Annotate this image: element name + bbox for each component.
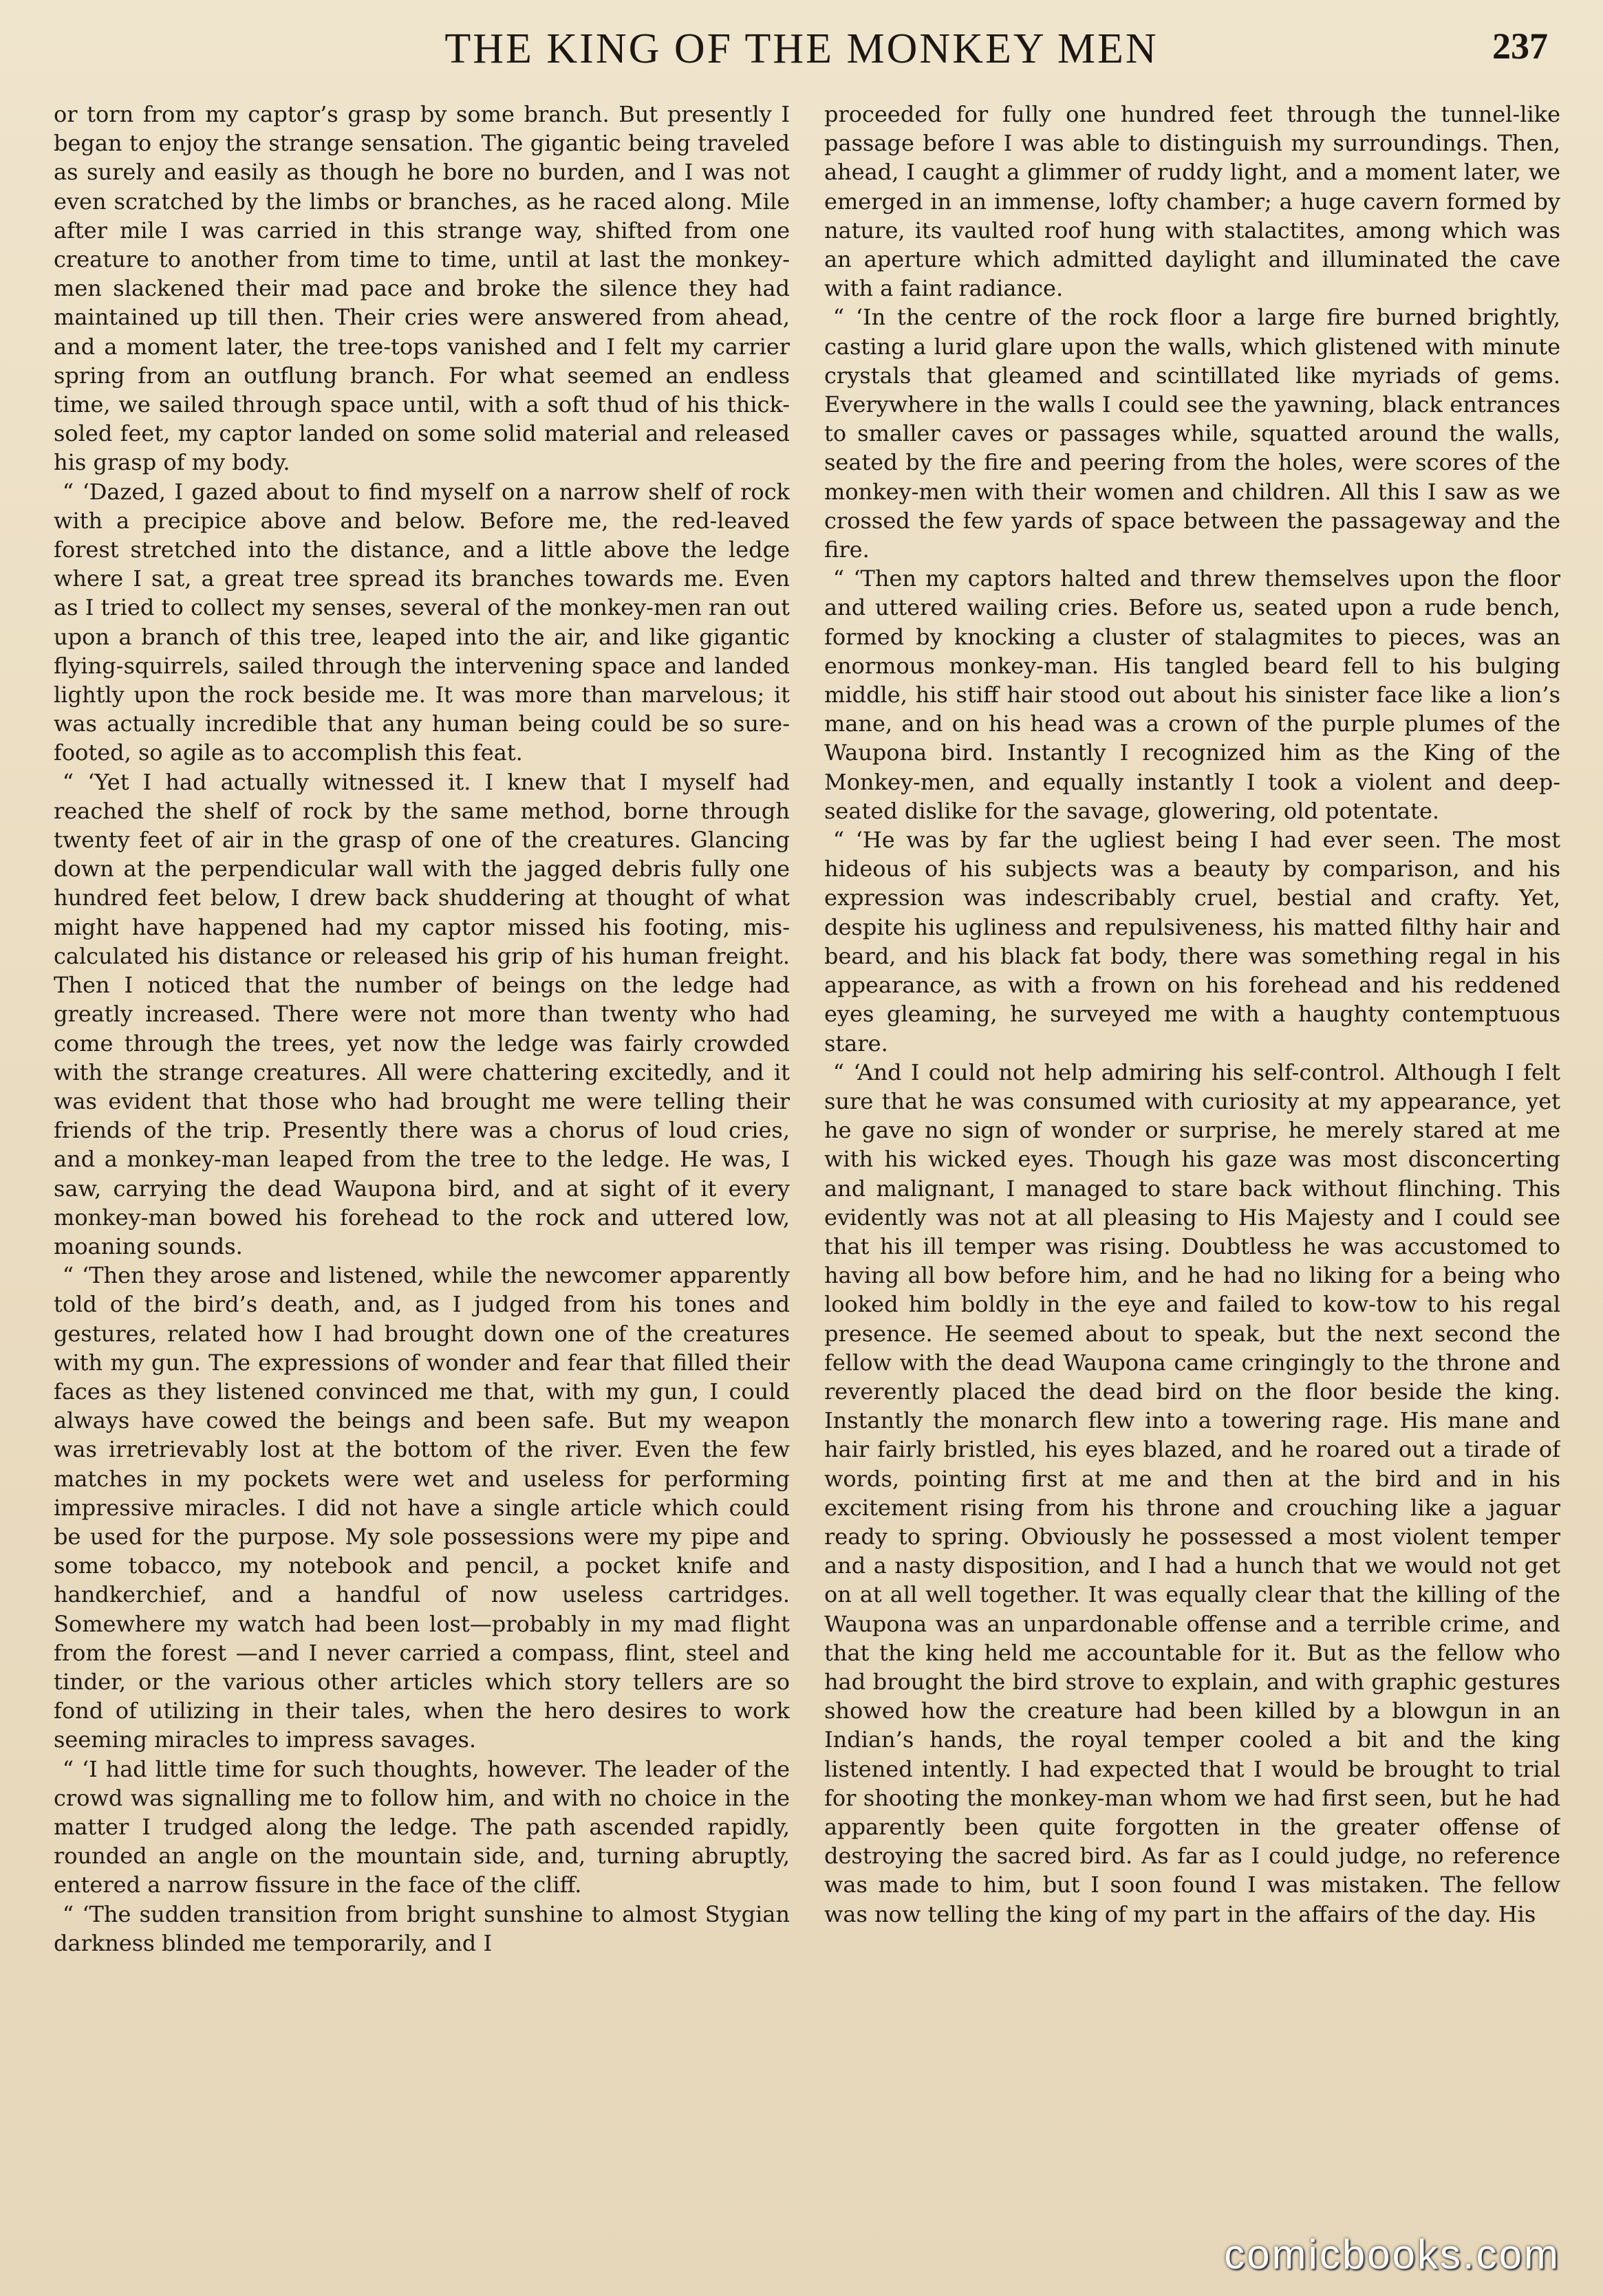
- page-number: 237: [1492, 25, 1548, 67]
- running-head: [48, 25, 1555, 94]
- paragraph: “ ‘He was by far the ugliest being I had ever seen. The most hideous of his subjects was a beauty by comparison, and his expression was indescribably cruel, bestial and crafty. Yet, despite his ugliness and repulsiveness, his matted filthy hair and beard, and his black fat body, there was something regal in his appearance, as with a frown on his forehead and his reddened eyes gleaming, he surveyed me with a haughty contemptuous stare.: [824, 827, 1560, 1057]
- paragraph: “ ‘Dazed, I gazed about to find myself on a narrow shelf of rock with a precipice above and below. Before me, the red-leaved forest stretched into the distance, and a little above the ledge where I sat, a great tree spread its branches towards me. Even as I tried to collect my senses, several of the monkey-men ran out upon a branch of this tree, leaped into the air, and like gigantic flying-squirrels, sailed through the intervening space and landed lightly upon the rock beside me. It was more than marvelous; it was actually incredible that any human being could be so sure-footed, so agile as to accomplish this feat.: [54, 478, 790, 766]
- text-columns: [54, 100, 1560, 2225]
- paragraph: or torn from my captor’s grasp by some branch. But presently I began to enjoy the strange sensation. The gigantic being traveled as surely and easily as though he bore no burden, and I was not even scratched by the limbs or branches, as he raced along. Mile after mile I was carried in this strange way, shifted from one creature to another from time to time, until at last the monkey-men slackened their mad pace and broke the silence they had maintained up till then. Their cries were answered from ahead, and a moment later, the tree-tops vanished and I felt my carrier spring from an outflung branch. For what seemed an endless time, we sailed through space until, with a soft thud of his thick-soled feet, my captor landed on some solid material and released his grasp of my body.: [54, 101, 790, 476]
- paragraph: “ ‘The sudden transition from bright sunshine to almost Stygian darkness blinded me temporarily, and I: [54, 1900, 790, 1956]
- paragraph: “ ‘Yet I had actually witnessed it. I knew that I myself had reached the shelf of rock by the same method, borne through twenty feet of air in the grasp of one of the creatures. Glancing down at the perpendicular wall with the jagged debris fully one hundred feet below, I drew back shuddering at thought of what might have happened had my captor missed his footing, miscalculated his distance or released his grip of his human freight. Then I noticed that the number of beings on the ledge had greatly increased. There were not more than twenty who had come through the trees, yet now the ledge was fairly crowded with the strange creatures. All were chattering excitedly, and it was evident that those who had brought me were telling their friends of the trip. Presently there was a chorus of loud cries, and a monkey-man leaped from the tree to the ledge. He was, I saw, carrying the dead Waupona bird, and at sight of it every monkey-man bowed his forehead to the rock and uttered low, moaning sounds.: [54, 768, 790, 1259]
- paragraph: “ ‘Then my captors halted and threw themselves upon the floor and uttered wailing cries. Before us, seated upon a rude bench, formed by knocking a cluster of stalagmites to pieces, was an enormous monkey-man. His tangled beard fell to his bulging middle, his stiff hair stood out about his sinister face like a lion’s mane, and on his head was a crown of the purple plumes of the Waupona bird. Instantly I recognized him as the King of the Monkey-men, and equally instantly I took a violent and deep-seated dislike for the savage, glowering, old potentate.: [824, 565, 1560, 824]
- paragraph: “ ‘In the centre of the rock floor a large fire burned brightly, casting a lurid glare upon the walls, which glistened with minute crystals that gleamed and scintillated like myriads of gems. Everywhere in the walls I could see the yawning, black entrances to smaller caves or passages while, squatted around the walls, seated by the fire and peering from the holes, were scores of the monkey-men with their women and children. All this I saw as we crossed the few yards of space between the passageway and the fire.: [824, 304, 1560, 563]
- column-right: [824, 100, 1560, 2225]
- paragraph: “ ‘I had little time for such thoughts, however. The leader of the crowd was signalling me to follow him, and with no choice in the matter I trudged along the ledge. The path ascended rapidly, rounded an angle on the mountain side, and, turning abruptly, entered a narrow fissure in the face of the cliff.: [54, 1755, 790, 1898]
- paragraph: “ ‘And I could not help admiring his self-control. Although I felt sure that he was consumed with curiosity at my appearance, yet he gave no sign of wonder or surprise, he merely stared at me with his wicked eyes. Though his gaze was most disconcerting and malignant, I managed to stare back without flinching. This evidently was not at all pleasing to His Majesty and I could see that his ill temper was rising. Doubtless he was accustomed to having all bow before him, and he had no liking for a being who looked him boldly in the eye and failed to kow-tow to his regal presence. He seemed about to speak, but the next second the fellow with the dead Waupona came cringingly to the throne and reverently placed the dead bird on the floor beside the king. Instantly the monarch flew into a towering rage. His mane and hair fairly bristled, his eyes blazed, and he roared out a tirade of words, pointing first at me and then at the bird and in his excitement rising from his throne and crouching like a jaguar ready to spring. Obviously he possessed a most violent temper and a nasty disposition, and I had a hunch that we would not get on at all well together. It was equally clear that the killing of the Waupona was an unpardonable offense and a terrible crime, and that the king held me accountable for it. But as the fellow who had brought the bird strove to explain, and with graphic gestures showed how the creature had been killed by a blowgun in an Indian’s hands, the royal temper cooled a bit and the king listened intently. I had expected that I would be brought to trial for shooting the monkey-man whom we had first seen, but he had apparently been quite forgotten in the greater offense of destroying the sacred bird. As far as I could judge, no reference was made to him, but I soon found I was mistaken. The fellow was now telling the king of my part in the affairs of the day. His: [824, 1059, 1560, 1927]
- paragraph: “ ‘Then they arose and listened, while the newcomer apparently told of the bird’s death, and, as I judged from his tones and gestures, related how I had brought down one of the creatures with my gun. The expressions of wonder and fear that filled their faces as they listened convinced me that, with my gun, I could always have cowed the beings and been safe. But my weapon was irretrievably lost at the bottom of the river. Even the few matches in my pockets were wet and useless for performing impressive miracles. I did not have a single article which could be used for the purpose. My sole possessions were my pipe and some tobacco, my notebook and pencil, a pocket knife and handkerchief, and a handful of now useless cartridges. Somewhere my watch had been lost—probably in my mad flight from the forest —and I never carried a compass, flint, steel and tinder, or the various other articles which story tellers are so fond of utilizing in their tales, when the hero desires to work seeming miracles to impress savages.: [54, 1262, 790, 1753]
- column-left: [54, 100, 790, 2225]
- site-watermark: comicbooks.com: [1224, 2231, 1560, 2277]
- paragraph: proceeded for fully one hundred feet through the tunnel-like passage before I was able to distinguish my surroundings. Then, ahead, I caught a glimmer of ruddy light, and a moment later, we emerged in an immense, lofty chamber; a huge cavern formed by nature, its vaulted roof hung with stalactites, among which was an aperture which admitted daylight and illuminated the cave with a faint radiance.: [824, 101, 1560, 302]
- running-title: THE KING OF THE MONKEY MEN: [444, 25, 1159, 72]
